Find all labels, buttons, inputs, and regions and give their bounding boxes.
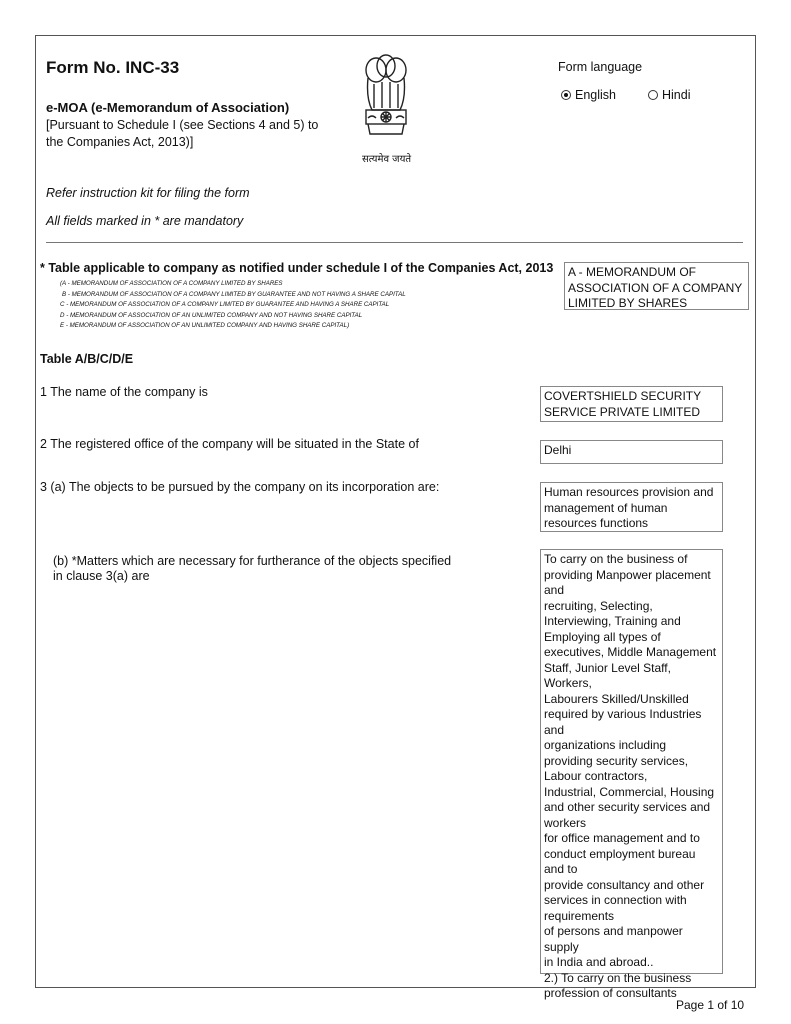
language-option-label: Hindi (662, 88, 691, 102)
section-title: Table A/B/C/D/E (40, 352, 134, 366)
table-option: B - MEMORANDUM OF ASSOCIATION OF A COMPANY LIMITED BY GUARANTEE AND NOT HAVING A SHARE CAPITAL (62, 290, 406, 298)
table-options-list (60, 279, 406, 332)
table-option: (A - MEMORANDUM OF ASSOCIATION OF A COMPANY LIMITED BY SHARES (60, 280, 283, 287)
language-english-radio[interactable] (561, 88, 616, 102)
national-emblem-icon (360, 48, 412, 152)
radio-unselected-icon (648, 90, 658, 100)
language-hindi-radio[interactable] (648, 88, 691, 102)
company-name-field[interactable]: COVERTSHIELD SECURITY SERVICE PRIVATE LIMITED (540, 386, 723, 422)
objects-label: 3 (a) The objects to be pursued by the company on its incorporation are: (40, 480, 440, 494)
radio-selected-icon (561, 90, 571, 100)
instruction-kit-note: Refer instruction kit for filing the form (46, 186, 250, 200)
page-number: Page 1 of 10 (676, 998, 745, 1012)
mandatory-note: All fields marked in * are mandatory (46, 214, 244, 228)
language-option-label: English (575, 88, 616, 102)
registered-state-field[interactable]: Delhi (540, 440, 723, 464)
form-number: Form No. INC-33 (46, 58, 180, 77)
form-title: e-MOA (e-Memorandum of Association) (46, 100, 290, 115)
form-language-label: Form language (558, 60, 643, 74)
table-option: E - MEMORANDUM OF ASSOCIATION OF AN UNLIMITED COMPANY AND HAVING SHARE CAPITAL) (60, 322, 350, 329)
table-option: C - MEMORANDUM OF ASSOCIATION OF A COMPANY LIMITED BY GUARANTEE AND HAVING A SHARE CAPITAL (60, 301, 390, 308)
matters-label: (b) *Matters which are necessary for furtherance of the objects specified in clause 3(a) are (53, 554, 452, 583)
objects-field[interactable]: Human resources provision and management of human resources functions (540, 482, 723, 532)
table-applicable-heading: * Table applicable to company as notified under schedule I of the Companies Act, 2013 (40, 261, 554, 275)
table-applicable-field[interactable]: A - MEMORANDUM OF ASSOCIATION OF A COMPANY LIMITED BY SHARES (564, 262, 749, 310)
pursuant-note: [Pursuant to Schedule I (see Sections 4 and 5) to the Companies Act, 2013)] (46, 118, 319, 149)
registered-office-label: 2 The registered office of the company will be situated in the State of (40, 437, 419, 451)
matters-field[interactable]: To carry on the business of providing Manpower placement and recruiting, Selecting, Interviewing, Training and Employing all types of executives, Middle Management Staff, Junior Level Staff, Workers, Labourers Skilled/Unskilled required by various Industries and organizations including providing security services, Labour contractors, Industrial, Commercial, Housing and other security services and workers for office management and to conduct employment bureau and to provide consultancy and other services in connection with requirements of persons and manpower supply in India and abroad.. 2.) To carry on the business profession of consultants (540, 549, 723, 974)
emblem-motto: सत्यमेव जयते (362, 154, 412, 165)
divider (46, 242, 743, 243)
company-name-label: 1 The name of the company is (40, 385, 208, 399)
table-option: D - MEMORANDUM OF ASSOCIATION OF AN UNLIMITED COMPANY AND NOT HAVING SHARE CAPITAL (60, 311, 363, 319)
